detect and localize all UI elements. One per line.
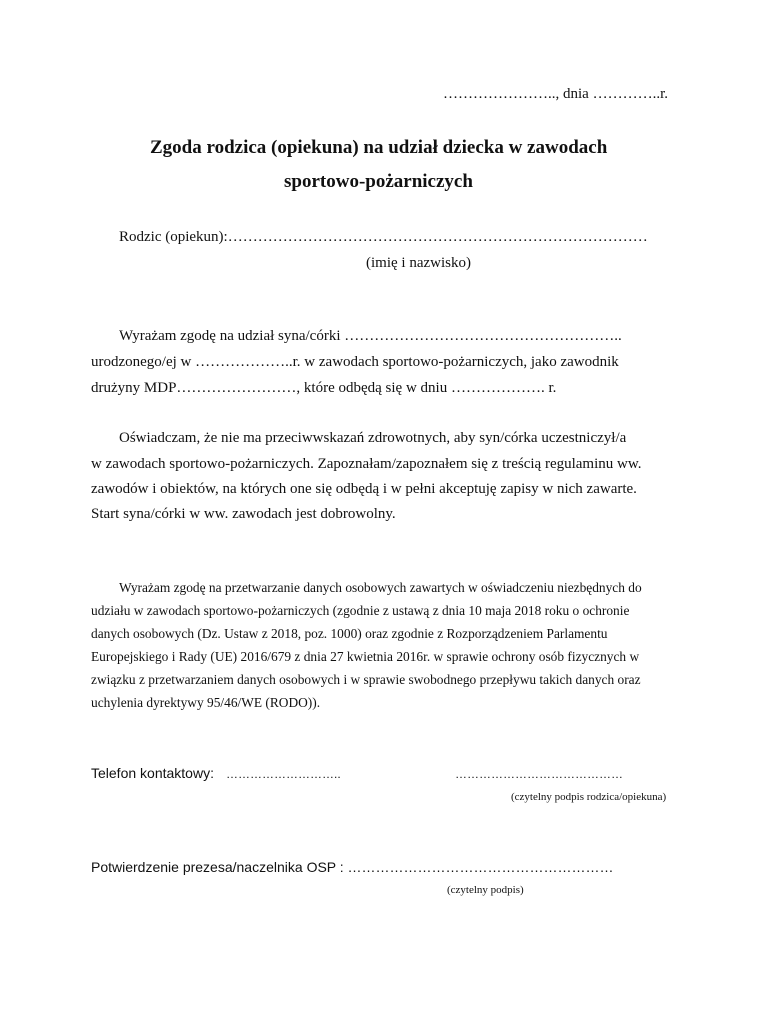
parent-field: Rodzic (opiekun):………………………………………………………………………… <box>119 229 648 245</box>
rodo-line-6: uchylenia dyrektywy 95/46/WE (RODO)). <box>91 695 321 710</box>
title-line-2: sportowo-pożarniczych <box>284 171 473 192</box>
rodo-line-1: Wyrażam zgodę na przetwarzanie danych osobowych zawartych w oświadczeniu niezbędnych do <box>119 580 642 595</box>
consent-line-2: urodzonego/ej w ………………..r. w zawodach sportowo-pożarniczych, jako zawodnik <box>91 354 619 370</box>
rodo-line-4: Europejskiego i Rady (UE) 2016/679 z dnia 27 kwietnia 2016r. w sprawie ochrony osób fizycznych w <box>91 649 640 664</box>
osp-confirmation-field: Potwierdzenie prezesa/naczelnika OSP : ………………………………………………… <box>91 859 614 875</box>
consent-line-1: Wyrażam zgodę na udział syna/córki ……………………………………………….. <box>119 328 622 344</box>
parent-caption: (imię i nazwisko) <box>366 255 471 271</box>
place-date-line: ………………….., dnia …………..r. <box>443 86 668 102</box>
declaration-line-3: zawodów i obiektów, na których one się odbędą i w pełni akceptuję zapisy w nich zawarte. <box>91 481 637 497</box>
declaration-line-1: Oświadczam, że nie ma przeciwwskazań zdrowotnych, aby syn/córka uczestniczył/a <box>119 430 627 446</box>
rodo-line-5: związku z przetwarzaniem danych osobowych i w sprawie swobodnego przepływu takich danych oraz <box>91 672 641 687</box>
rodo-line-3: danych osobowych (Dz. Ustaw z 2018, poz. 1000) oraz zgodnie z Rozporządzeniem Parlamentu <box>91 626 608 641</box>
parent-signature-dots: …………………………………… <box>455 767 623 781</box>
osp-signature-caption: (czytelny podpis) <box>447 884 524 896</box>
rodo-line-2: udziału w zawodach sportowo-pożarniczych (zgodnie z ustawą z dnia 10 maja 2018 roku o ochronie <box>91 603 630 618</box>
consent-line-3: drużyny MDP……………………, które odbędą się w dniu ………………. r. <box>91 380 557 396</box>
declaration-line-4: Start syna/córki w ww. zawodach jest dobrowolny. <box>91 506 396 522</box>
declaration-line-2: w zawodach sportowo-pożarniczych. Zapoznałam/zapoznałem się z treścią regulaminu ww. <box>91 456 642 472</box>
title-line-1: Zgoda rodzica (opiekuna) na udział dziecka w zawodach <box>150 137 608 158</box>
phone-dots: ……………………….. <box>226 767 341 781</box>
phone-label: Telefon kontaktowy: <box>91 765 214 781</box>
parent-signature-caption: (czytelny podpis rodzica/opiekuna) <box>511 791 667 803</box>
